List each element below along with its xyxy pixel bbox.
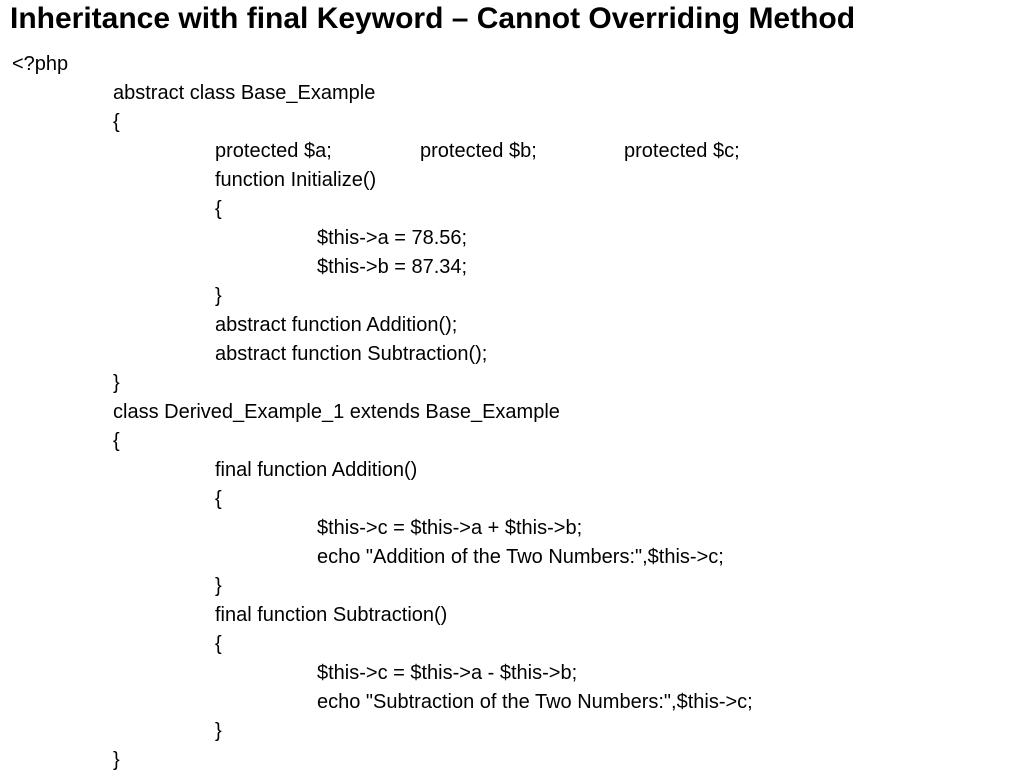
code-text: { [215, 633, 222, 655]
code-text: } [215, 720, 222, 742]
code-text: $this->c = $this->a + $this->b; [317, 517, 583, 539]
code-text: echo "Addition of the Two Numbers:",$this->c; [317, 546, 724, 568]
code-text: <?php [12, 53, 69, 75]
code-text: abstract class Base_Example [113, 82, 376, 104]
slide-title: Inheritance with final Keyword – Cannot Overriding Method [10, 2, 856, 35]
code-text: { [215, 198, 222, 220]
code-text: } [215, 285, 222, 307]
code-text: echo "Subtraction of the Two Numbers:",$this->c; [317, 691, 753, 713]
code-text: $this->c = $this->a - $this->b; [317, 662, 578, 684]
code-text: { [215, 488, 222, 510]
code-text: } [113, 749, 120, 771]
code-text: final function Addition() [215, 459, 418, 481]
code-text: abstract function Subtraction(); [215, 343, 488, 365]
code-text: } [215, 575, 222, 597]
code-text: class Derived_Example_1 extends Base_Example [113, 401, 560, 423]
code-text: { [113, 111, 120, 133]
code-text: { [113, 430, 120, 452]
code-text: final function Subtraction() [215, 604, 448, 626]
code-text: } [113, 372, 120, 394]
code-text: function Initialize() [215, 169, 377, 191]
code-text: protected $c; [624, 140, 740, 162]
code-text: $this->b = 87.34; [317, 256, 468, 278]
code-text: $this->a = 78.56; [317, 227, 468, 249]
code-text: protected $b; [420, 140, 537, 162]
code-text: protected $a; [215, 140, 332, 162]
code-text: abstract function Addition(); [215, 314, 458, 336]
